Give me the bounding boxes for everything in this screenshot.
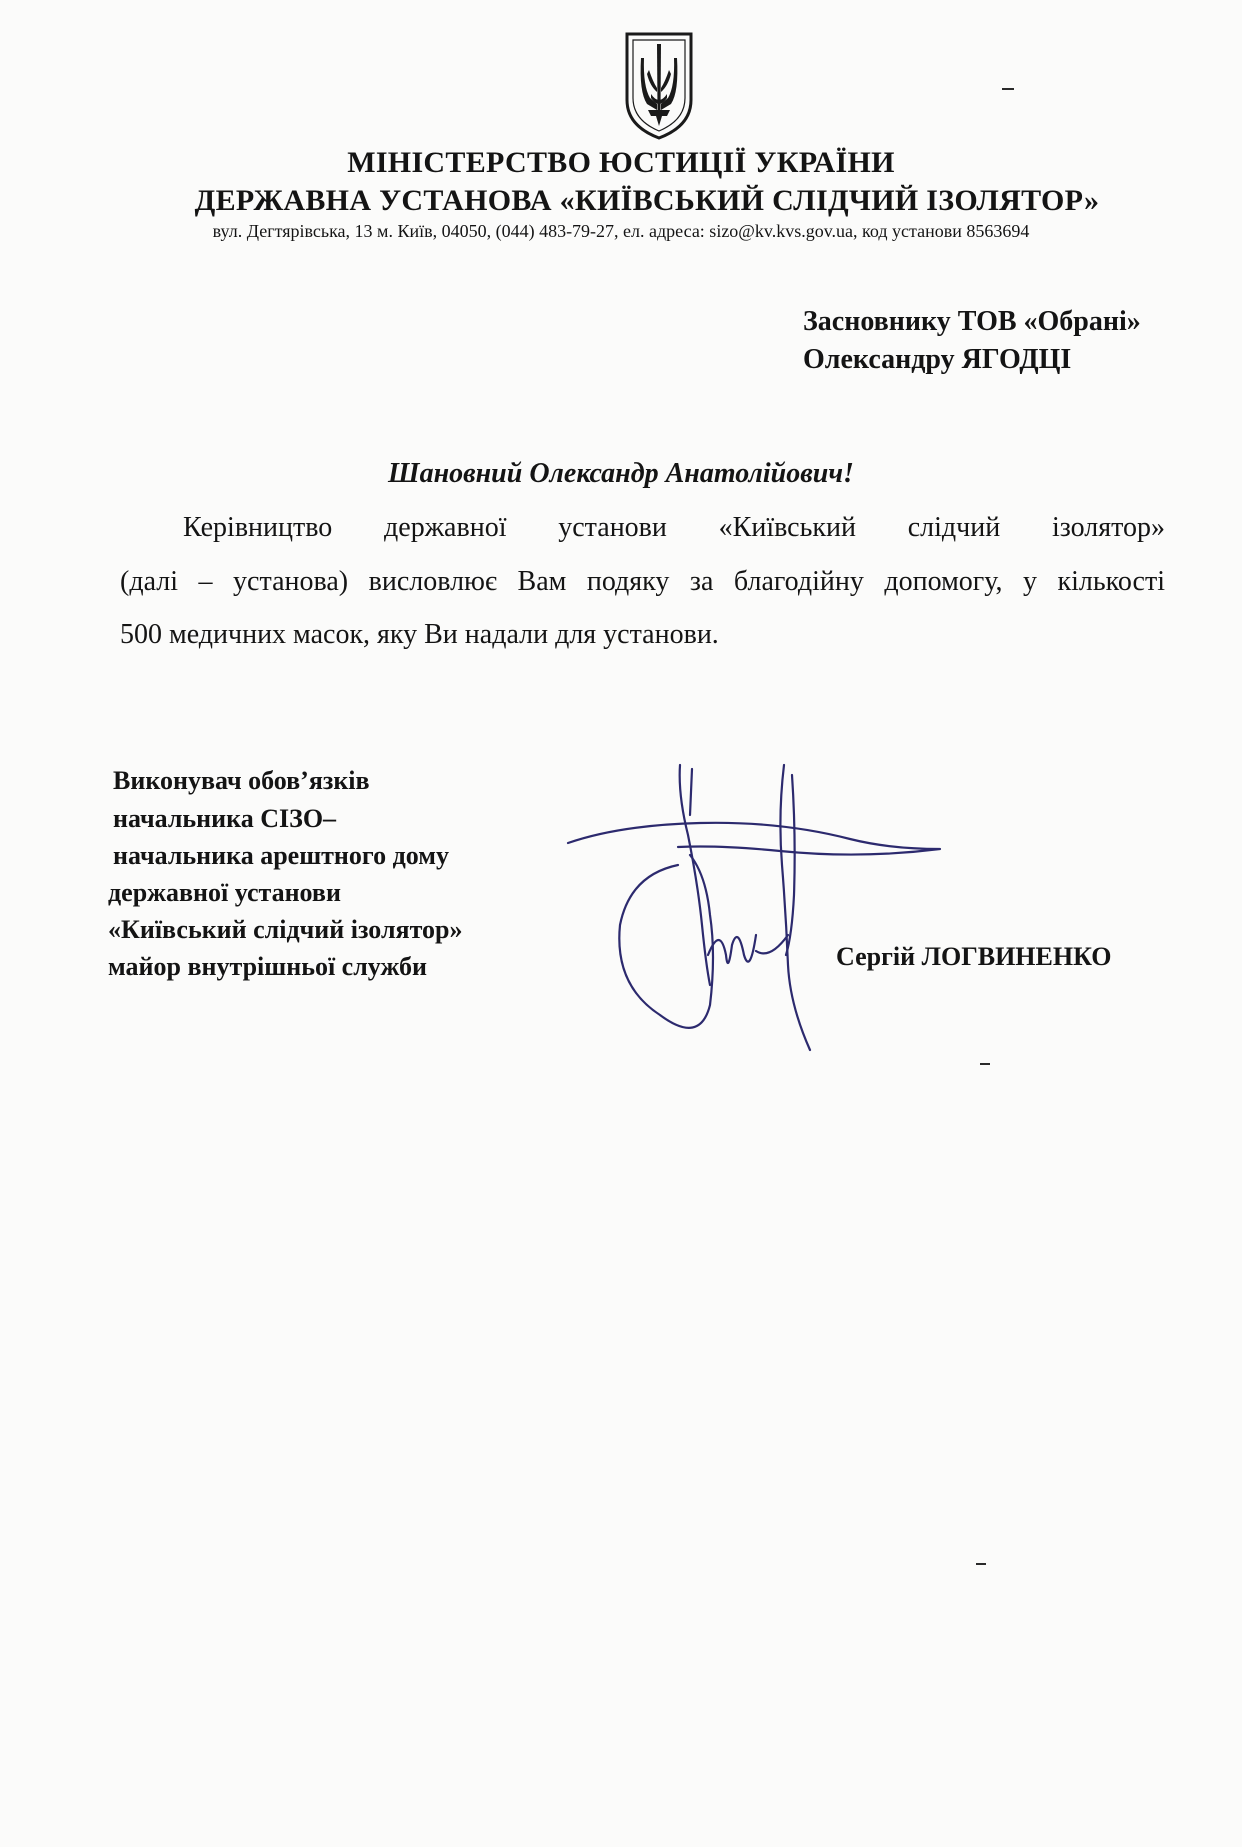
trident-emblem-icon [623,30,695,142]
institution-title: ДЕРЖАВНА УСТАНОВА «КИЇВСЬКИЙ СЛІДЧИЙ ІЗОЛЯТОР» [194,184,1100,217]
scan-mark [980,1063,990,1065]
signatory-title-line: державної установи [108,878,341,907]
recipient-line-1: Засновнику ТОВ «Обрані» [803,306,1141,337]
signatory-title-line: начальника СІЗО– [113,804,337,833]
handwritten-signature [560,755,960,1065]
signatory-title-line: начальника арештного дому [113,841,449,870]
scan-mark [1002,88,1014,90]
ministry-title: МІНІСТЕРСТВО ЮСТИЦІЇ УКРАЇНИ [347,146,895,179]
signatory-title-line: майор внутрішньої служби [108,952,427,981]
scan-mark [976,1563,986,1565]
signatory-title-line: «Київський слідчий ізолятор» [108,915,463,944]
body-line-3: 500 медичних масок, яку Ви надали для установи. [120,619,719,650]
greeting: Шановний Олександр Анатолійович! [388,458,854,489]
signatory-title-line: Виконувач обов’язків [113,766,370,795]
institution-address: вул. Дегтярівська, 13 м. Київ, 04050, (044) 483-79-27, ел. адреса: sizo@kv.kvs.gov.ua, код установи 8563694 [212,221,1030,241]
body-line-1: Керівництво державної установи «Київський слідчий ізолятор» [183,512,1165,543]
signer-name: Сергій ЛОГВИНЕНКО [836,942,1112,971]
body-line-2: (далі – установа) висловлює Вам подяку за благодійну допомогу, у кількості [120,566,1165,597]
recipient-line-2: Олександру ЯГОДЦІ [803,344,1072,375]
